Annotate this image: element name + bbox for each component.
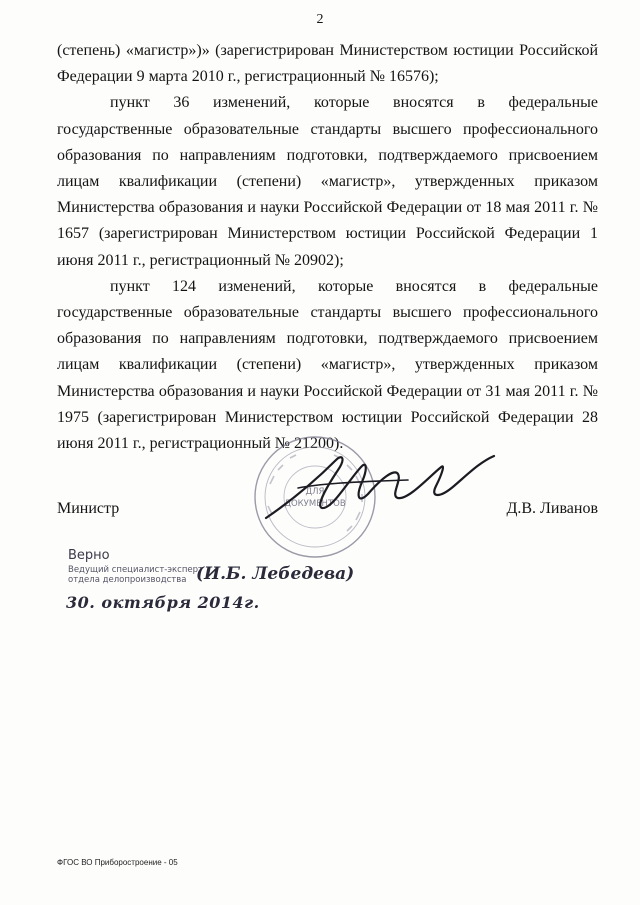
paragraph-continuation: (степень) «магистр»)» (зарегистрирован Министерством юстиции Российской Федерации 9 марта 2010 г., регистрационный № 16576); (57, 42, 598, 86)
verified-label: Верно (68, 548, 110, 563)
certification-date: 30. октября 2014г. (66, 593, 260, 612)
certifier-signature: (И.Б. Лебедева) (196, 564, 355, 584)
signature-block (0, 500, 640, 530)
position-line-2: отдела делопроизводства (68, 575, 187, 585)
signatory-name: Д.В. Ливанов (506, 500, 598, 517)
page-number: 2 (316, 12, 324, 27)
signatory-title: Министр (57, 500, 120, 517)
stamp-text-line1: ДЛЯ (305, 487, 325, 497)
stamp-text-line2: ДОКУМЕНТОВ (284, 499, 346, 509)
body-text (57, 38, 598, 457)
paragraph-item-124: пункт 124 изменений, которые вносятся в федеральные государственные образовательные стандарты высшего профессионального образования по направлениям подготовки, подтверждаемого присвоением лицам квалификации (степени) «магистр», утвержденных приказом Министерства образования и науки Российской Федерации от 31 мая 2011 г. № 1975 (зарегистрирован Министерством юстиции Российской Федерации 28 июня 2011 г., регистрационный № 21200). (57, 277, 598, 453)
paragraph-item-36: пункт 36 изменений, которые вносятся в федеральные государственные образовательные стандарты высшего профессионального образования по направлениям подготовки, подтверждаемого присвоением лицам квалификации (степени) «магистр», утвержденных приказом Министерства образования и науки Российской Федерации от 18 мая 2011 г. № 1657 (зарегистрирован Министерством юстиции Российской Федерации 1 июня 2011 г., регистрационный № 20902); (57, 94, 598, 269)
position-line-1: Ведущий специалист-эксперт (68, 565, 203, 575)
footer-label: ФГОС ВО Приборостроение - 05 (57, 858, 178, 867)
